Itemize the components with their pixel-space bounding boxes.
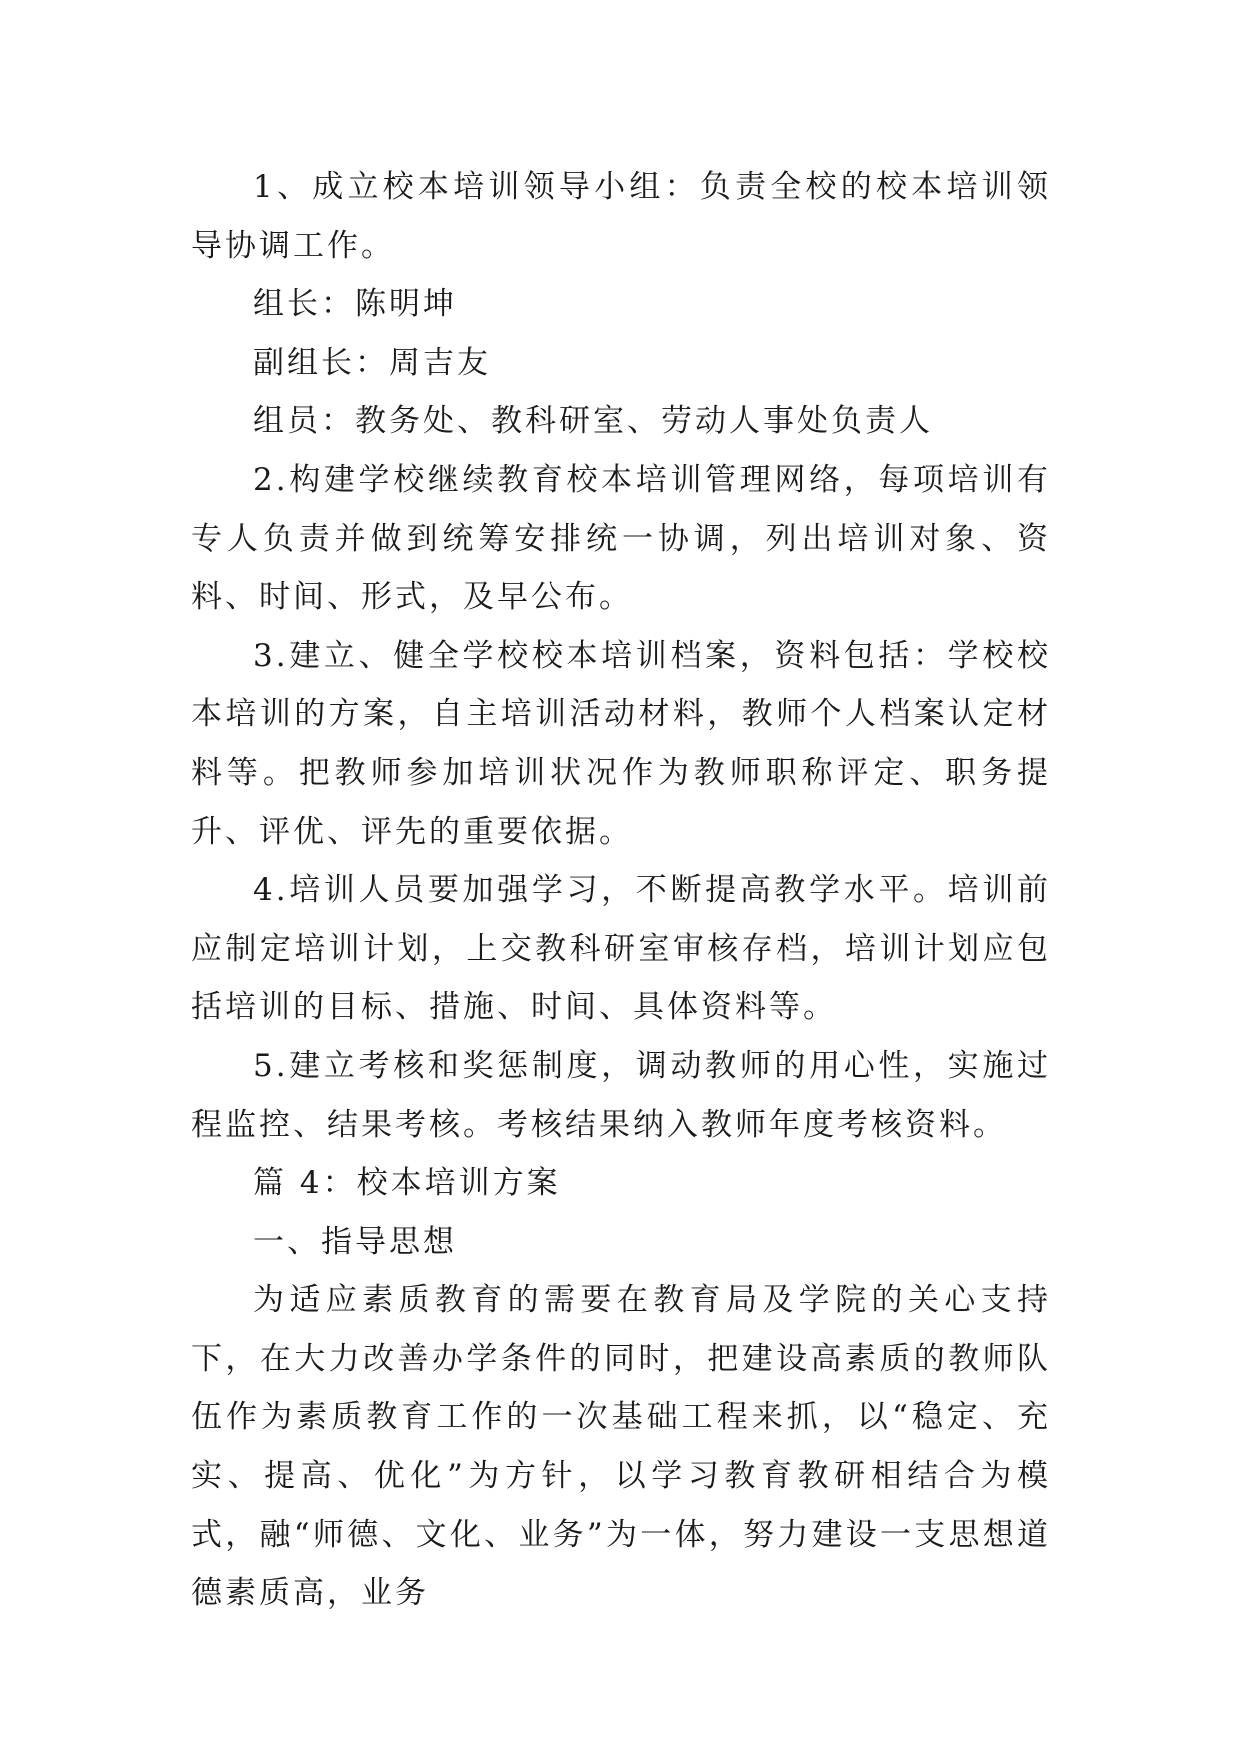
paragraph-leadership-group: 1、成立校本培训领导小组：负责全校的校本培训领导协调工作。 — [191, 169, 1051, 264]
paragraph-item-4: 4.培训人员要加强学习，不断提高教学水平。培训前应制定培训计划，上交教科研室审核存档，培训计划应包括培训的目标、措施、时间、具体资料等。 — [191, 872, 1051, 1026]
paragraph-group-members: 组员：教务处、教科研室、劳动人事处负责人 — [253, 403, 933, 440]
document-page — [191, 158, 1051, 1623]
section-heading: 篇 4：校本培训方案 — [253, 1165, 561, 1202]
paragraph-item-2: 2.构建学校继续教育校本培训管理网络，每项培训有专人负责并做到统筹安排统一协调，列出培训对象、资料、时间、形式，及早公布。 — [191, 461, 1051, 616]
paragraph-group-leader: 组长：陈明坤 — [253, 286, 457, 323]
subsection-heading: 一、指导思想 — [253, 1223, 457, 1260]
paragraph-item-5: 5.建立考核和奖惩制度，调动教师的用心性，实施过程监控、结果考核。考核结果纳入教师年度考核资料。 — [191, 1047, 1051, 1143]
paragraph-deputy-leader: 副组长：周吉友 — [253, 344, 491, 381]
paragraph-guiding-thought: 为适应素质教育的需要在教育局及学院的关心支持下，在大力改善办学条件的同时，把建设高素质的教师队伍作为素质教育工作的一次基础工程来抓，以“稳定、充实、提高、优化”为方针，以学习教育教研相结合为模式，融“师德、文化、业务”为一体，努力建设一支思想道德素质高，业务 — [191, 1282, 1051, 1612]
paragraph-item-3: 3.建立、健全学校校本培训档案，资料包括：学校校本培训的方案，自主培训活动材料，教师个人档案认定材料等。把教师参加培训状况作为教师职称评定、职务提升、评优、评先的重要依据。 — [191, 637, 1051, 850]
